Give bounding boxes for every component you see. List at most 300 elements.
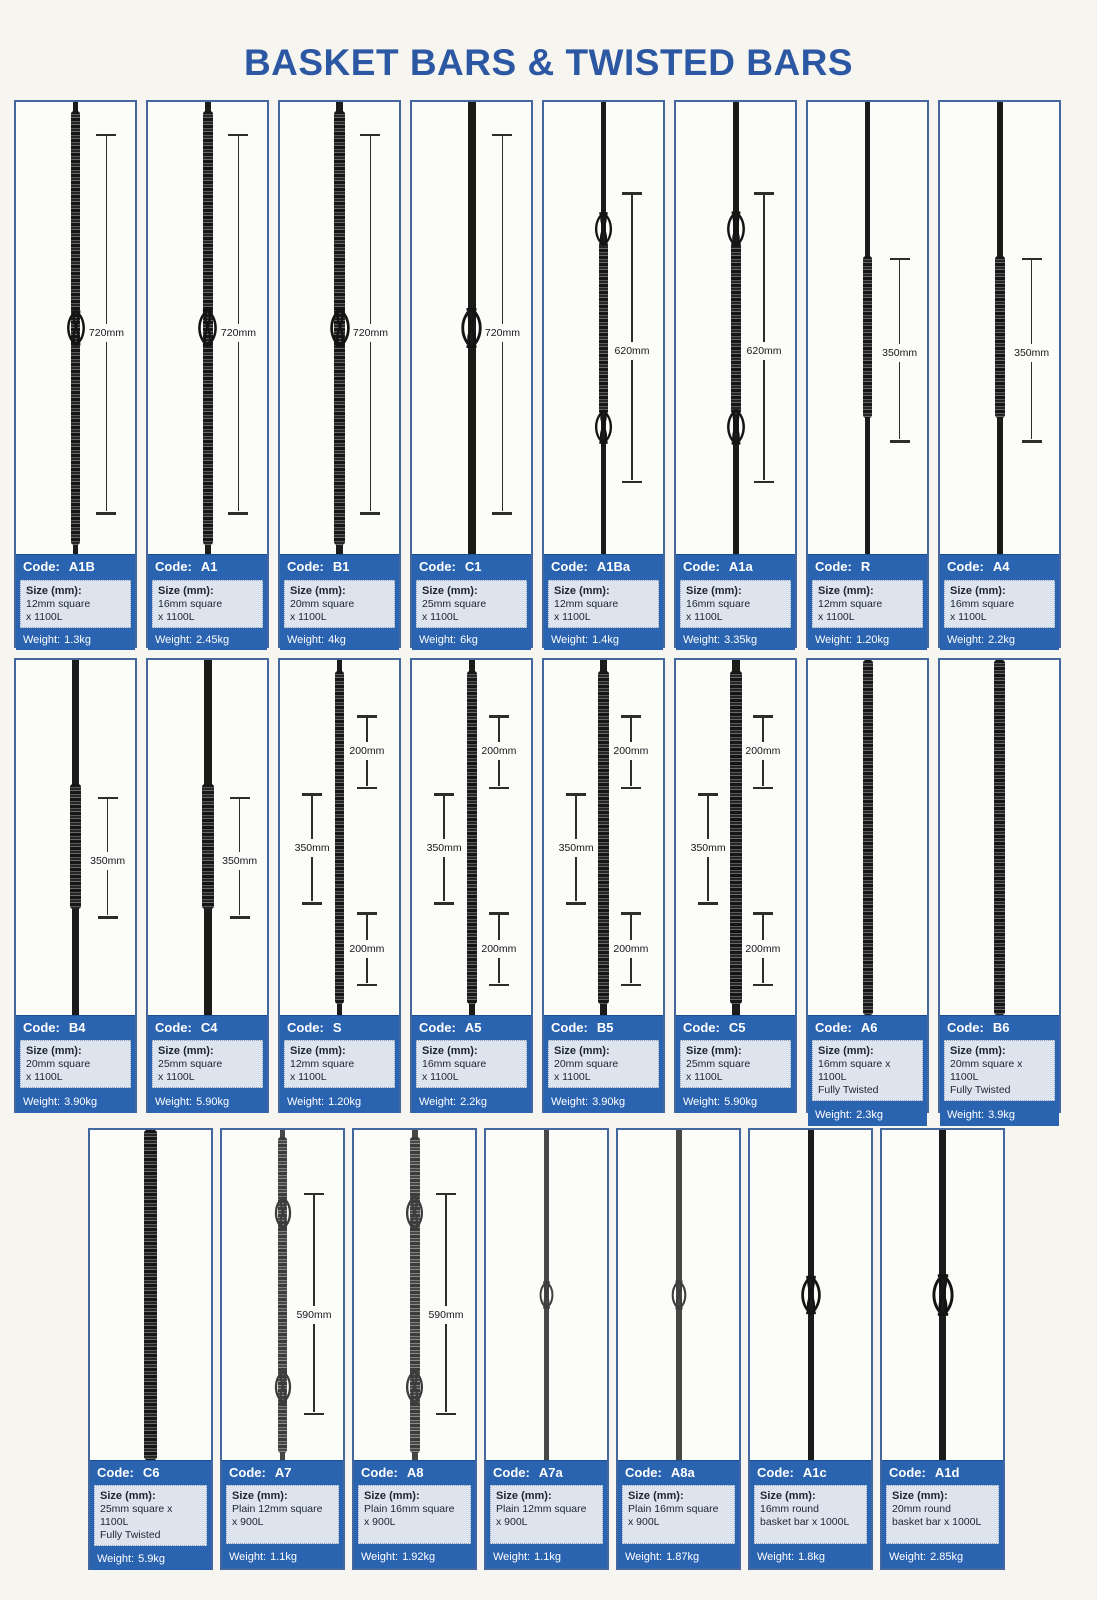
dimension-line [899,260,901,344]
dimension-label: 590mm [428,1308,464,1321]
basket-icon [670,1280,688,1310]
code-prefix: Code: [947,559,984,574]
dimension-cap [357,984,377,987]
weight-prefix: Weight: [625,1551,663,1563]
basket-icon [538,1280,555,1310]
product-card-c1 [410,100,533,648]
code-label [808,554,927,578]
dimension-line [107,870,109,916]
basket-icon [404,1194,425,1232]
size-line: Plain 12mm square [232,1503,323,1515]
product-card-c4 [146,658,269,1113]
size-line: basket bar x 1000L [760,1516,850,1528]
size-line: 16mm square [950,598,1015,610]
code-label [940,554,1059,578]
size-line: x 1100L [686,1071,723,1083]
code-value: A7a [538,1464,563,1480]
dimension-cap [230,916,250,919]
size-panel [20,1040,131,1088]
dimension-line [630,914,632,940]
size-line: Plain 16mm square [364,1503,455,1515]
weight-label [90,1548,211,1570]
weight-value: 5.9kg [138,1553,166,1565]
product-info [750,1460,871,1568]
size-line: x 900L [628,1516,660,1528]
product-image-a1b [16,102,135,554]
dimension-line [762,717,764,742]
dimension-cap [96,512,116,515]
size-line: 25mm square x 1100L [100,1503,173,1528]
size-heading: Size (mm): [686,585,742,597]
dimension-label: 200mm [613,744,649,757]
dimension-line [498,958,500,983]
dimension-line [763,194,765,341]
weight-label [808,630,927,650]
dimension-cap [302,902,322,905]
twisted-section [863,660,873,1015]
product-image-c1 [412,102,531,554]
product-card-a8a [616,1128,741,1570]
basket-icon [196,304,219,352]
weight-prefix: Weight: [815,1108,853,1121]
size-line: 25mm square [422,598,487,610]
product-image-a6 [808,660,927,1015]
size-line: 20mm round [892,1503,951,1515]
weight-prefix: Weight: [551,634,589,646]
dimension-cap [1022,440,1042,443]
weight-value: 3.9kg [988,1108,1016,1121]
size-line: 12mm square [554,598,619,610]
dimension-line [443,795,445,839]
dimension-line [313,1324,315,1412]
dimension-line [370,342,372,512]
product-info [280,1015,399,1113]
dimension-label: 620mm [746,344,782,357]
twisted-section [994,660,1005,1015]
code-label [676,554,795,578]
size-panel [680,1040,791,1088]
size-line: 20mm square [290,598,355,610]
dimension-cap [98,916,118,919]
product-card-r [806,100,929,648]
size-line: 20mm square [26,1058,91,1070]
product-card-a1ba [542,100,665,648]
product-info [280,554,399,650]
code-value: A8 [406,1464,424,1480]
product-card-a1a [674,100,797,648]
twisted-section [467,671,477,1005]
dimension-label: 200mm [613,943,649,956]
code-prefix: Code: [23,1019,60,1035]
twisted-section [730,671,742,1005]
weight-prefix: Weight: [229,1551,267,1563]
code-label [90,1460,211,1483]
product-image-r [808,102,927,554]
dimension-line [502,342,504,512]
product-card-c5 [674,658,797,1113]
product-image-a8 [354,1130,475,1460]
size-line: 16mm square [686,598,751,610]
product-info [354,1460,475,1568]
code-label [882,1460,1003,1483]
product-info [618,1460,739,1568]
dimension-cap [753,787,773,790]
code-prefix: Code: [287,559,324,574]
weight-value: 1.3kg [64,634,92,646]
dimension-label: 720mm [352,326,388,339]
dimension-label: 350mm [558,842,594,855]
dimension-line [445,1324,447,1412]
size-panel [754,1485,867,1544]
code-value: A1Ba [596,559,631,574]
basket-icon [593,209,614,249]
code-label [486,1460,607,1483]
product-info [940,554,1059,650]
dimension-line [445,1195,447,1306]
weight-prefix: Weight: [23,634,61,646]
code-label [676,1015,795,1038]
size-line: Fully Twisted [818,1084,879,1096]
basket-knot [930,1272,956,1318]
product-info [222,1460,343,1568]
product-image-a1d [882,1130,1003,1460]
product-image-b5 [544,660,663,1015]
basket-knot [273,1368,293,1406]
dimension-line [630,958,632,983]
code-prefix: Code: [287,1019,324,1035]
basket-knot [65,304,87,352]
dimension-line [313,1195,315,1306]
product-image-b1 [280,102,399,554]
code-label [222,1460,343,1483]
size-panel [20,580,131,628]
weight-label [354,1546,475,1568]
product-image-a5 [412,660,531,1015]
dimension-line [311,857,313,901]
size-heading: Size (mm): [892,1490,948,1502]
basket-icon [593,407,614,447]
basket-knot [593,407,614,447]
product-image-a1a [676,102,795,554]
size-heading: Size (mm): [422,585,478,597]
code-value: A1c [802,1464,827,1480]
product-card-a1d [880,1128,1005,1570]
size-line: x 1100L [290,1071,327,1083]
size-panel [886,1485,999,1544]
size-line: x 900L [364,1516,396,1528]
product-info [148,554,267,650]
product-info [544,1015,663,1113]
basket-icon [725,407,747,447]
weight-value: 4kg [328,634,346,646]
dimension-line [631,360,633,480]
dimension-cap [434,902,454,905]
code-prefix: Code: [683,559,720,574]
dimension-cap [622,481,642,484]
code-value: B1 [332,559,350,574]
weight-prefix: Weight: [419,1095,457,1108]
size-heading: Size (mm): [422,1045,478,1057]
weight-label [148,630,267,650]
product-info [16,1015,135,1113]
code-prefix: Code: [419,1019,456,1035]
dimension-label: 200mm [349,744,385,757]
twisted-section [599,242,608,414]
weight-value: 6kg [460,634,478,646]
size-panel [944,580,1055,628]
dimension-line [707,795,709,839]
size-panel [94,1485,207,1546]
twisted-section [731,242,741,414]
weight-prefix: Weight: [889,1551,927,1563]
code-value: B6 [992,1019,1010,1035]
dimension-line [498,914,500,940]
basket-icon [459,303,484,353]
size-line: 20mm square [554,1058,619,1070]
code-value: C4 [200,1019,218,1035]
dimension-cap [566,902,586,905]
product-info [412,1015,531,1113]
size-panel [416,1040,527,1088]
dimension-line [443,857,445,901]
size-heading: Size (mm): [818,1045,874,1057]
code-prefix: Code: [229,1464,266,1480]
product-image-a7a [486,1130,607,1460]
size-line: x 1100L [158,1071,195,1083]
dimension-line [502,136,504,324]
weight-prefix: Weight: [419,634,457,646]
code-prefix: Code: [155,559,192,574]
dimension-line [707,857,709,901]
code-label [148,1015,267,1038]
weight-value: 1.4kg [592,634,620,646]
product-card-a6 [806,658,929,1121]
size-panel [152,1040,263,1088]
dimension-cap [360,512,380,515]
code-label [16,554,135,578]
weight-prefix: Weight: [947,634,985,646]
code-label [148,554,267,578]
size-line: x 1100L [950,611,987,623]
size-heading: Size (mm): [760,1490,816,1502]
size-panel [812,580,923,628]
product-image-a1 [148,102,267,554]
dimension-label: 720mm [88,326,124,339]
size-line: 16mm square x 1100L [818,1058,891,1083]
size-line: Fully Twisted [950,1084,1011,1096]
size-heading: Size (mm): [628,1490,684,1502]
product-image-b4 [16,660,135,1015]
dimension-cap [489,984,509,987]
code-value: A5 [464,1019,482,1035]
size-line: 12mm square [818,598,883,610]
weight-label [412,1090,531,1113]
weight-value: 1.20kg [328,1095,362,1108]
dimension-label: 200mm [745,943,781,956]
dimension-label: 350mm [690,842,726,855]
weight-value: 3.90kg [592,1095,626,1108]
product-card-a5 [410,658,533,1113]
code-prefix: Code: [947,1019,984,1035]
size-panel [284,580,395,628]
weight-value: 1.1kg [534,1551,562,1563]
code-prefix: Code: [551,1019,588,1035]
weight-label [544,630,663,650]
dimension-line [630,717,632,742]
code-value: A7 [274,1464,292,1480]
size-line: x 1100L [422,1071,459,1083]
code-label [544,1015,663,1038]
code-value: B5 [596,1019,614,1035]
product-info [544,554,663,650]
dimension-cap [436,1413,456,1416]
dimension-line [370,136,372,324]
weight-prefix: Weight: [493,1551,531,1563]
size-line: x 1100L [26,1071,63,1083]
product-info [808,554,927,650]
dimension-label: 590mm [296,1308,332,1321]
weight-prefix: Weight: [757,1551,795,1563]
dimension-line [239,870,241,916]
size-line: basket bar x 1000L [892,1516,982,1528]
basket-icon [404,1368,425,1406]
dimension-label: 200mm [745,744,781,757]
dimension-line [498,717,500,742]
size-line: Plain 12mm square [496,1503,587,1515]
twisted-section [335,671,344,1005]
basket-knot [799,1273,823,1317]
weight-label [412,630,531,650]
product-image-a7 [222,1130,343,1460]
weight-value: 1.87kg [666,1551,700,1563]
product-image-s [280,660,399,1015]
code-label [808,1015,927,1038]
product-image-c6 [90,1130,211,1460]
code-value: A6 [860,1019,878,1035]
weight-label [750,1546,871,1568]
size-panel [152,580,263,628]
product-image-c4 [148,660,267,1015]
size-panel [226,1485,339,1544]
code-prefix: Code: [23,559,60,574]
product-card-a7a [484,1128,609,1570]
dimension-label: 350mm [426,842,462,855]
dimension-line [575,857,577,901]
dimension-line [498,760,500,786]
size-line: x 900L [232,1516,264,1528]
dimension-cap [698,902,718,905]
dimension-line [366,914,368,940]
product-image-c5 [676,660,795,1015]
dimension-line [106,342,108,512]
basket-knot [404,1194,425,1232]
product-card-b5 [542,658,665,1113]
code-label [750,1460,871,1483]
size-panel [284,1040,395,1088]
basket-knot [459,303,484,353]
product-info [808,1015,927,1126]
size-heading: Size (mm): [158,585,214,597]
twisted-section [144,1130,157,1460]
twisted-section [863,256,872,419]
product-image-a4 [940,102,1059,554]
dimension-line [763,360,765,480]
product-info [148,1015,267,1113]
weight-value: 5.90kg [724,1095,758,1108]
dimension-line [106,136,108,324]
dimension-label: 350mm [294,842,330,855]
weight-label [940,1103,1059,1126]
weight-value: 1.8kg [798,1551,826,1563]
weight-value: 1.1kg [270,1551,298,1563]
dimension-cap [890,440,910,443]
code-label [280,554,399,578]
size-line: 16mm round [760,1503,819,1515]
code-prefix: Code: [815,1019,852,1035]
weight-prefix: Weight: [947,1108,985,1121]
product-image-a1c [750,1130,871,1460]
dimension-line [899,362,901,439]
size-panel [490,1485,603,1544]
size-panel [680,580,791,628]
product-card-c6 [88,1128,213,1570]
code-value: A8a [670,1464,695,1480]
size-line: x 1100L [26,611,63,623]
dimension-line [107,799,109,852]
twisted-section [995,256,1005,419]
code-label [940,1015,1059,1038]
product-info [90,1460,211,1570]
dimension-label: 350mm [90,854,126,867]
product-card-a7 [220,1128,345,1570]
code-prefix: Code: [97,1464,134,1480]
product-info [486,1460,607,1568]
size-heading: Size (mm): [818,585,874,597]
dimension-cap [753,984,773,987]
dimension-cap [489,787,509,790]
product-image-a8a [618,1130,739,1460]
dimension-cap [621,787,641,790]
dimension-line [311,795,313,839]
weight-value: 2.45kg [196,634,230,646]
code-value: C1 [464,559,482,574]
weight-value: 2.2kg [988,634,1016,646]
product-card-b1 [278,100,401,648]
code-prefix: Code: [361,1464,398,1480]
size-heading: Size (mm): [554,1045,610,1057]
dimension-line [238,136,240,324]
dimension-line [1031,260,1033,344]
code-value: R [860,559,871,574]
code-value: S [332,1019,342,1035]
weight-label [16,630,135,650]
product-card-b6 [938,658,1061,1121]
size-line: 16mm square [422,1058,487,1070]
weight-value: 2.2kg [460,1095,488,1108]
basket-knot [725,209,747,249]
dimension-line [366,958,368,983]
size-heading: Size (mm): [100,1490,156,1502]
product-card-a8 [352,1128,477,1570]
weight-prefix: Weight: [287,1095,325,1108]
size-line: x 1100L [290,611,327,623]
size-heading: Size (mm): [232,1490,288,1502]
dimension-cap [754,481,774,484]
product-info [16,554,135,650]
weight-label [280,1090,399,1113]
basket-icon [799,1273,823,1317]
size-heading: Size (mm): [686,1045,742,1057]
